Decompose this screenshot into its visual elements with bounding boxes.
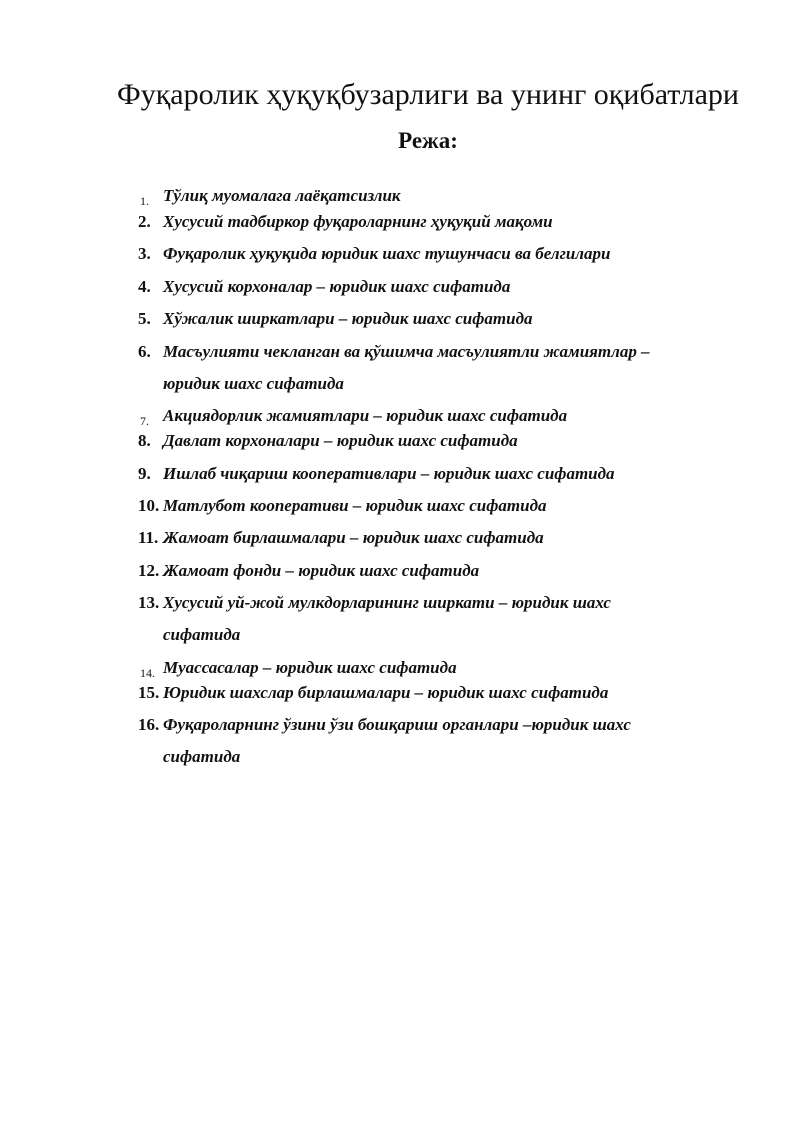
plan-item-number: 1.: [140, 194, 149, 208]
plan-item-number: 6.: [138, 342, 151, 361]
plan-item-number: 14.: [140, 666, 155, 680]
plan-item-number: 3.: [138, 244, 151, 263]
plan-item-line: Юридик шахслар бирлашмалари – юридик шахс сифатида: [163, 683, 609, 702]
plan-item-text: [163, 303, 723, 335]
plan-item-line: сифатида: [163, 747, 241, 766]
plan-item-line: Муассасалар – юридик шахс сифатида: [163, 658, 457, 677]
plan-item-text: [163, 271, 723, 303]
plan-item-line: Давлат корхоналари – юридик шахс сифатида: [163, 431, 518, 450]
plan-item-line: Масъулияти чекланган ва қўшимча масъулиятли жамиятлар –: [163, 342, 650, 361]
plan-item-text: [163, 458, 723, 490]
plan-item-number: 16.: [138, 715, 160, 734]
plan-item-line: Жамоат бирлашмалари – юридик шахс сифатида: [163, 528, 544, 547]
plan-item-number: 11.: [138, 528, 159, 547]
plan-item-line: Хўжалик ширкатлари – юридик шахс сифатида: [163, 309, 533, 328]
plan-item-line: Фуқароларнинг ўзини ўзи бошқариш органлари –юридик шахс: [163, 715, 631, 734]
plan-item-line: Ишлаб чиқариш кооперативлари – юридик шахс сифатида: [163, 464, 615, 483]
plan-item-line: Жамоат фонди – юридик шахс сифатида: [163, 561, 480, 580]
plan-item-text: [163, 555, 723, 587]
plan-item-number: 12.: [138, 561, 160, 580]
document-title: Фуқаролик ҳуқуқбузарлиги ва унинг оқибатлари: [117, 78, 739, 111]
plan-item-text: [163, 238, 723, 270]
plan-item-number: 5.: [138, 309, 151, 328]
plan-item-line: Хусусий уй-жой мулкдорларининг ширкати – юридик шахс: [163, 593, 611, 612]
plan-item-text: [163, 206, 723, 238]
plan-item-line: сифатида: [163, 625, 241, 644]
plan-heading: Режа:: [398, 128, 458, 153]
plan-item-number: 10.: [138, 496, 160, 515]
plan-item-line: Фуқаролик ҳуқуқида юридик шахс тушунчаси ва белгилари: [163, 244, 611, 263]
plan-item-number: 7.: [140, 414, 149, 428]
plan-item-line: Хусусий корхоналар – юридик шахс сифатида: [163, 277, 511, 296]
plan-item-text: [163, 336, 723, 400]
plan-item-number: 15.: [138, 683, 160, 702]
plan-item-text: [163, 709, 723, 773]
plan-item-text: [163, 425, 723, 457]
plan-item-text: [163, 490, 723, 522]
plan-item-line: Тўлиқ муомалага лаёқатсизлик: [163, 186, 401, 205]
plan-item-line: Матлубот кооперативи – юридик шахс сифатида: [163, 496, 547, 515]
plan-item-text: [163, 522, 723, 554]
plan-item-number: 2.: [138, 212, 151, 231]
plan-item-number: 8.: [138, 431, 151, 450]
plan-item-line: Акциядорлик жамиятлари – юридик шахс сифатида: [163, 406, 568, 425]
plan-item-line: Хусусий тадбиркор фуқароларнинг ҳуқуқий мақоми: [163, 212, 553, 231]
plan-item-line: юридик шахс сифатида: [163, 374, 344, 393]
plan-item-number: 9.: [138, 464, 151, 483]
plan-item-text: [163, 677, 723, 709]
plan-item-text: [163, 587, 723, 651]
plan-item-number: 13.: [138, 593, 160, 612]
plan-item-number: 4.: [138, 277, 151, 296]
